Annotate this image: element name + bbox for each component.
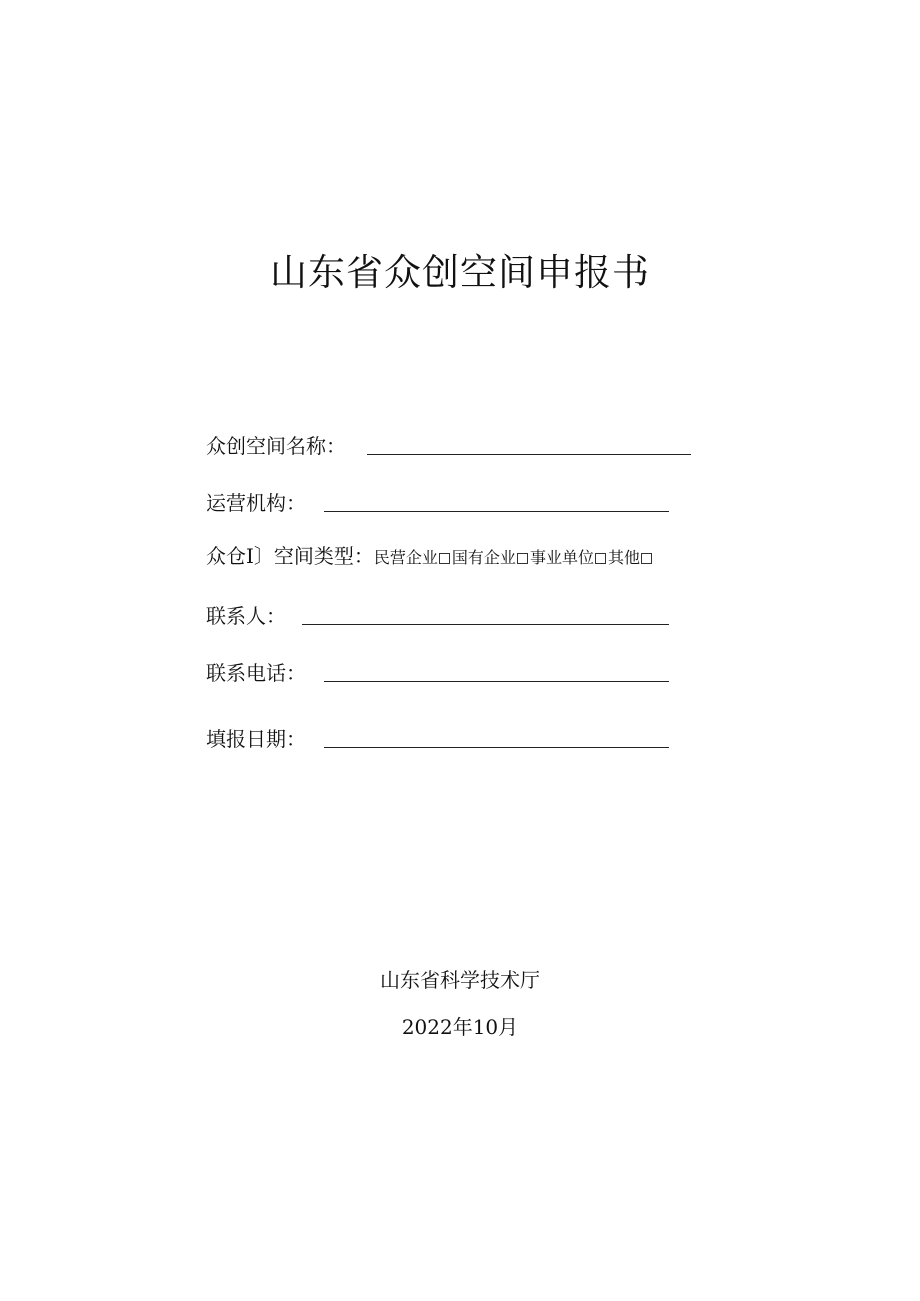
option-public-institution[interactable]: [530, 543, 608, 573]
issuing-organization: 山东省科学技术厅: [380, 968, 540, 992]
space-type-options: [374, 543, 654, 573]
space-name-field: [206, 428, 346, 458]
checkbox-icon[interactable]: [439, 553, 450, 564]
option-label: 其他: [607, 548, 640, 567]
space-name-label: 众创空间名称：: [206, 434, 346, 458]
contact-field: [206, 598, 286, 628]
contact-input-line[interactable]: [302, 624, 669, 625]
phone-label: 联系电话：: [206, 661, 306, 685]
checkbox-icon[interactable]: [595, 553, 606, 564]
operator-label: 运营机构：: [206, 491, 306, 515]
checkbox-icon[interactable]: [517, 553, 528, 564]
document-title: 山东省众创空间申报书: [270, 251, 650, 294]
checkbox-icon[interactable]: [641, 553, 652, 564]
operator-field: [206, 485, 306, 515]
phone-field: [206, 655, 306, 685]
option-label: 事业单位: [529, 548, 594, 567]
issue-date: 2022年10月: [401, 1015, 519, 1039]
phone-input-line[interactable]: [324, 681, 669, 682]
contact-label: 联系人：: [206, 604, 286, 628]
space-type-label: 众仓I〕空间类型：: [206, 544, 374, 568]
option-state-enterprise[interactable]: [452, 543, 530, 573]
space-name-input-line[interactable]: [367, 454, 691, 455]
date-field: [206, 721, 306, 751]
operator-input-line[interactable]: [324, 511, 669, 512]
option-other[interactable]: [608, 543, 654, 573]
option-label: 民营企业: [373, 548, 438, 567]
space-type-field: [206, 541, 654, 573]
date-label: 填报日期：: [206, 727, 306, 751]
option-label: 国有企业: [451, 548, 516, 567]
date-input-line[interactable]: [324, 747, 669, 748]
option-private-enterprise[interactable]: [374, 543, 452, 573]
